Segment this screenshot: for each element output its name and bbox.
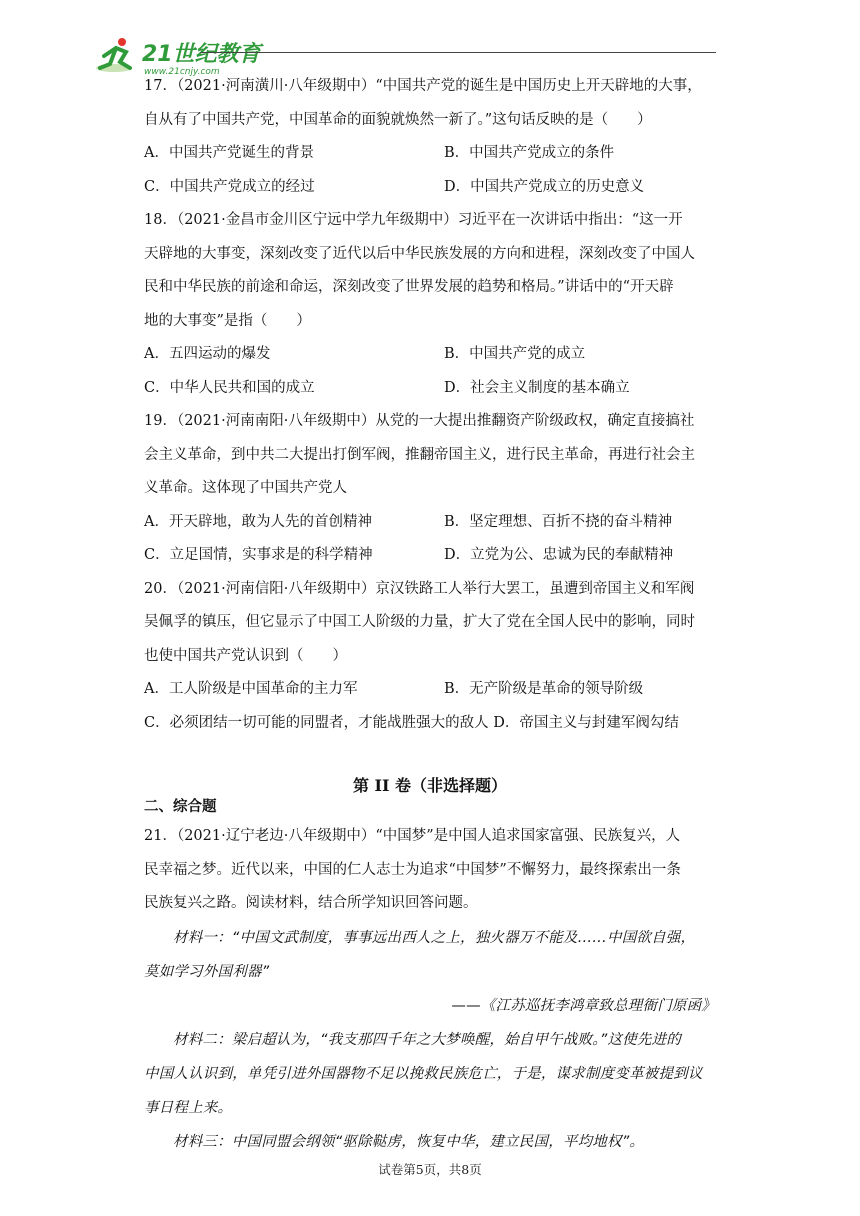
question-line: 21．（2021·辽宁老边·八年级期中）“中国梦”是中国人追求国家富强、民族复兴，人 (144, 828, 681, 844)
material-1-line: 材料一：“中国文武制度，事事远出西人之上，独火器万不能及……中国欲自强， (173, 929, 696, 946)
question-line: 民幸福之梦。近代以来，中国的仁人志士为追求“中国梦”不懈努力，最终探索出一条 (144, 861, 681, 878)
option-b: B．无产阶级是革命的领导阶级 (444, 681, 644, 697)
question-18 (144, 204, 716, 405)
option-a: A．中国共产党诞生的背景 (144, 145, 314, 161)
option-b: B．坚定理想、百折不挠的奋斗精神 (444, 513, 673, 530)
logo-url: www.21cnjy.com (144, 67, 220, 77)
option-d: D．社会主义制度的基本确立 (444, 379, 630, 396)
option-b: B．中国共产党成立的条件 (444, 145, 615, 161)
question-line: 18．（2021·金昌市金川区宁远中学九年级期中）习近平在一次讲话中指出：“这一开 (144, 212, 683, 228)
option-d: D．立党为公、忠诚为民的奉献精神 (444, 547, 674, 563)
question-17 (144, 70, 716, 204)
question-line: 19．（2021·河南南阳·八年级期中）从党的一大提出推翻资产阶级政权，确定直接搞社 (144, 413, 695, 429)
material-1-source: ——《江苏巡抚李鸿章致总理衙门原函》 (451, 997, 716, 1014)
question-line: 天辟地的大事变，深刻改变了近代以后中华民族发展的方向和进程，深刻改变了中国人 (144, 245, 695, 262)
option-row (144, 372, 716, 406)
question-line: 民和中华民族的前途和命运，深刻改变了世界发展的趋势和格局。”讲话中的“开天辟 (144, 279, 674, 295)
question-line: 20．（2021·河南信阳·八年级期中）京汉铁路工人举行大罢工，虽遭到帝国主义和军阀 (144, 580, 695, 597)
option-row (144, 338, 716, 372)
option-b: B．中国共产党的成立 (444, 346, 586, 362)
option-row (144, 506, 716, 540)
option-row (144, 673, 716, 707)
material-2-line: 事日程上来。 (144, 1099, 233, 1116)
material-2-line: 材料二：梁启超认为，“我支那四千年之大梦唤醒，始自甲午战败。”这使先进的 (173, 1031, 681, 1048)
option-a: A．开天辟地，敢为人先的首创精神 (144, 513, 372, 530)
material-1-line: 莫如学习外国利器” (144, 963, 270, 980)
option-c-d-line: C．必须团结一切可能的同盟者，才能战胜强大的敌人 D．帝国主义与封建军阀勾结 (144, 714, 679, 731)
option-c: C．立足国情，实事求是的科学精神 (144, 547, 373, 563)
material-3-line: 材料三：中国同盟会纲领“驱除鞑虏，恢复中华，建立民国，平均地权”。 (173, 1133, 645, 1150)
question-line: 地的大事变”是指（ ） (144, 312, 311, 329)
option-row (144, 539, 716, 573)
question-line: 义革命。这体现了中国共产党人 (144, 480, 347, 496)
part-title: 二、综合题 (144, 798, 217, 815)
question-21 (144, 820, 716, 1159)
option-a: A．工人阶级是中国革命的主力军 (144, 681, 358, 697)
question-19 (144, 405, 716, 573)
option-d: D．中国共产党成立的历史意义 (444, 178, 645, 195)
question-line: 自从有了中国共产党，中国革命的面貌就焕然一新了。”这句话反映的是（ ） (144, 111, 652, 128)
material-2-line: 中国人认识到，单凭引进外国器物不足以挽救民族危亡，于是，谋求制度变革被提到议 (144, 1065, 703, 1082)
question-line: 也使中国共产党认识到（ ） (144, 647, 347, 664)
option-row (144, 137, 716, 171)
option-c: C．中国共产党成立的经过 (144, 178, 315, 195)
header-rule (200, 52, 716, 53)
logo-title: 21世纪教育 (142, 42, 261, 67)
question-line: 会主义革命，到中共二大提出打倒军阀，推翻帝国主义，进行民主革命，再进行社会主 (144, 446, 695, 463)
page-footer: 试卷第5页，共8页 (378, 1162, 482, 1177)
question-20 (144, 573, 716, 741)
question-line: 民族复兴之路。阅读材料，结合所学知识回答问题。 (144, 895, 478, 911)
section-title: 第 II 卷（非选择题） (352, 776, 508, 795)
option-a: A．五四运动的爆发 (144, 346, 271, 362)
question-line: 吴佩孚的镇压，但它显示了中国工人阶级的力量，扩大了党在全国人民中的影响，同时 (144, 614, 695, 630)
option-row (144, 171, 716, 205)
question-line: 17．（2021·河南潢川·八年级期中）“中国共产党的诞生是中国历史上开天辟地的大事， (144, 78, 702, 94)
exam-content (144, 70, 716, 1159)
option-c: C．中华人民共和国的成立 (144, 379, 315, 396)
